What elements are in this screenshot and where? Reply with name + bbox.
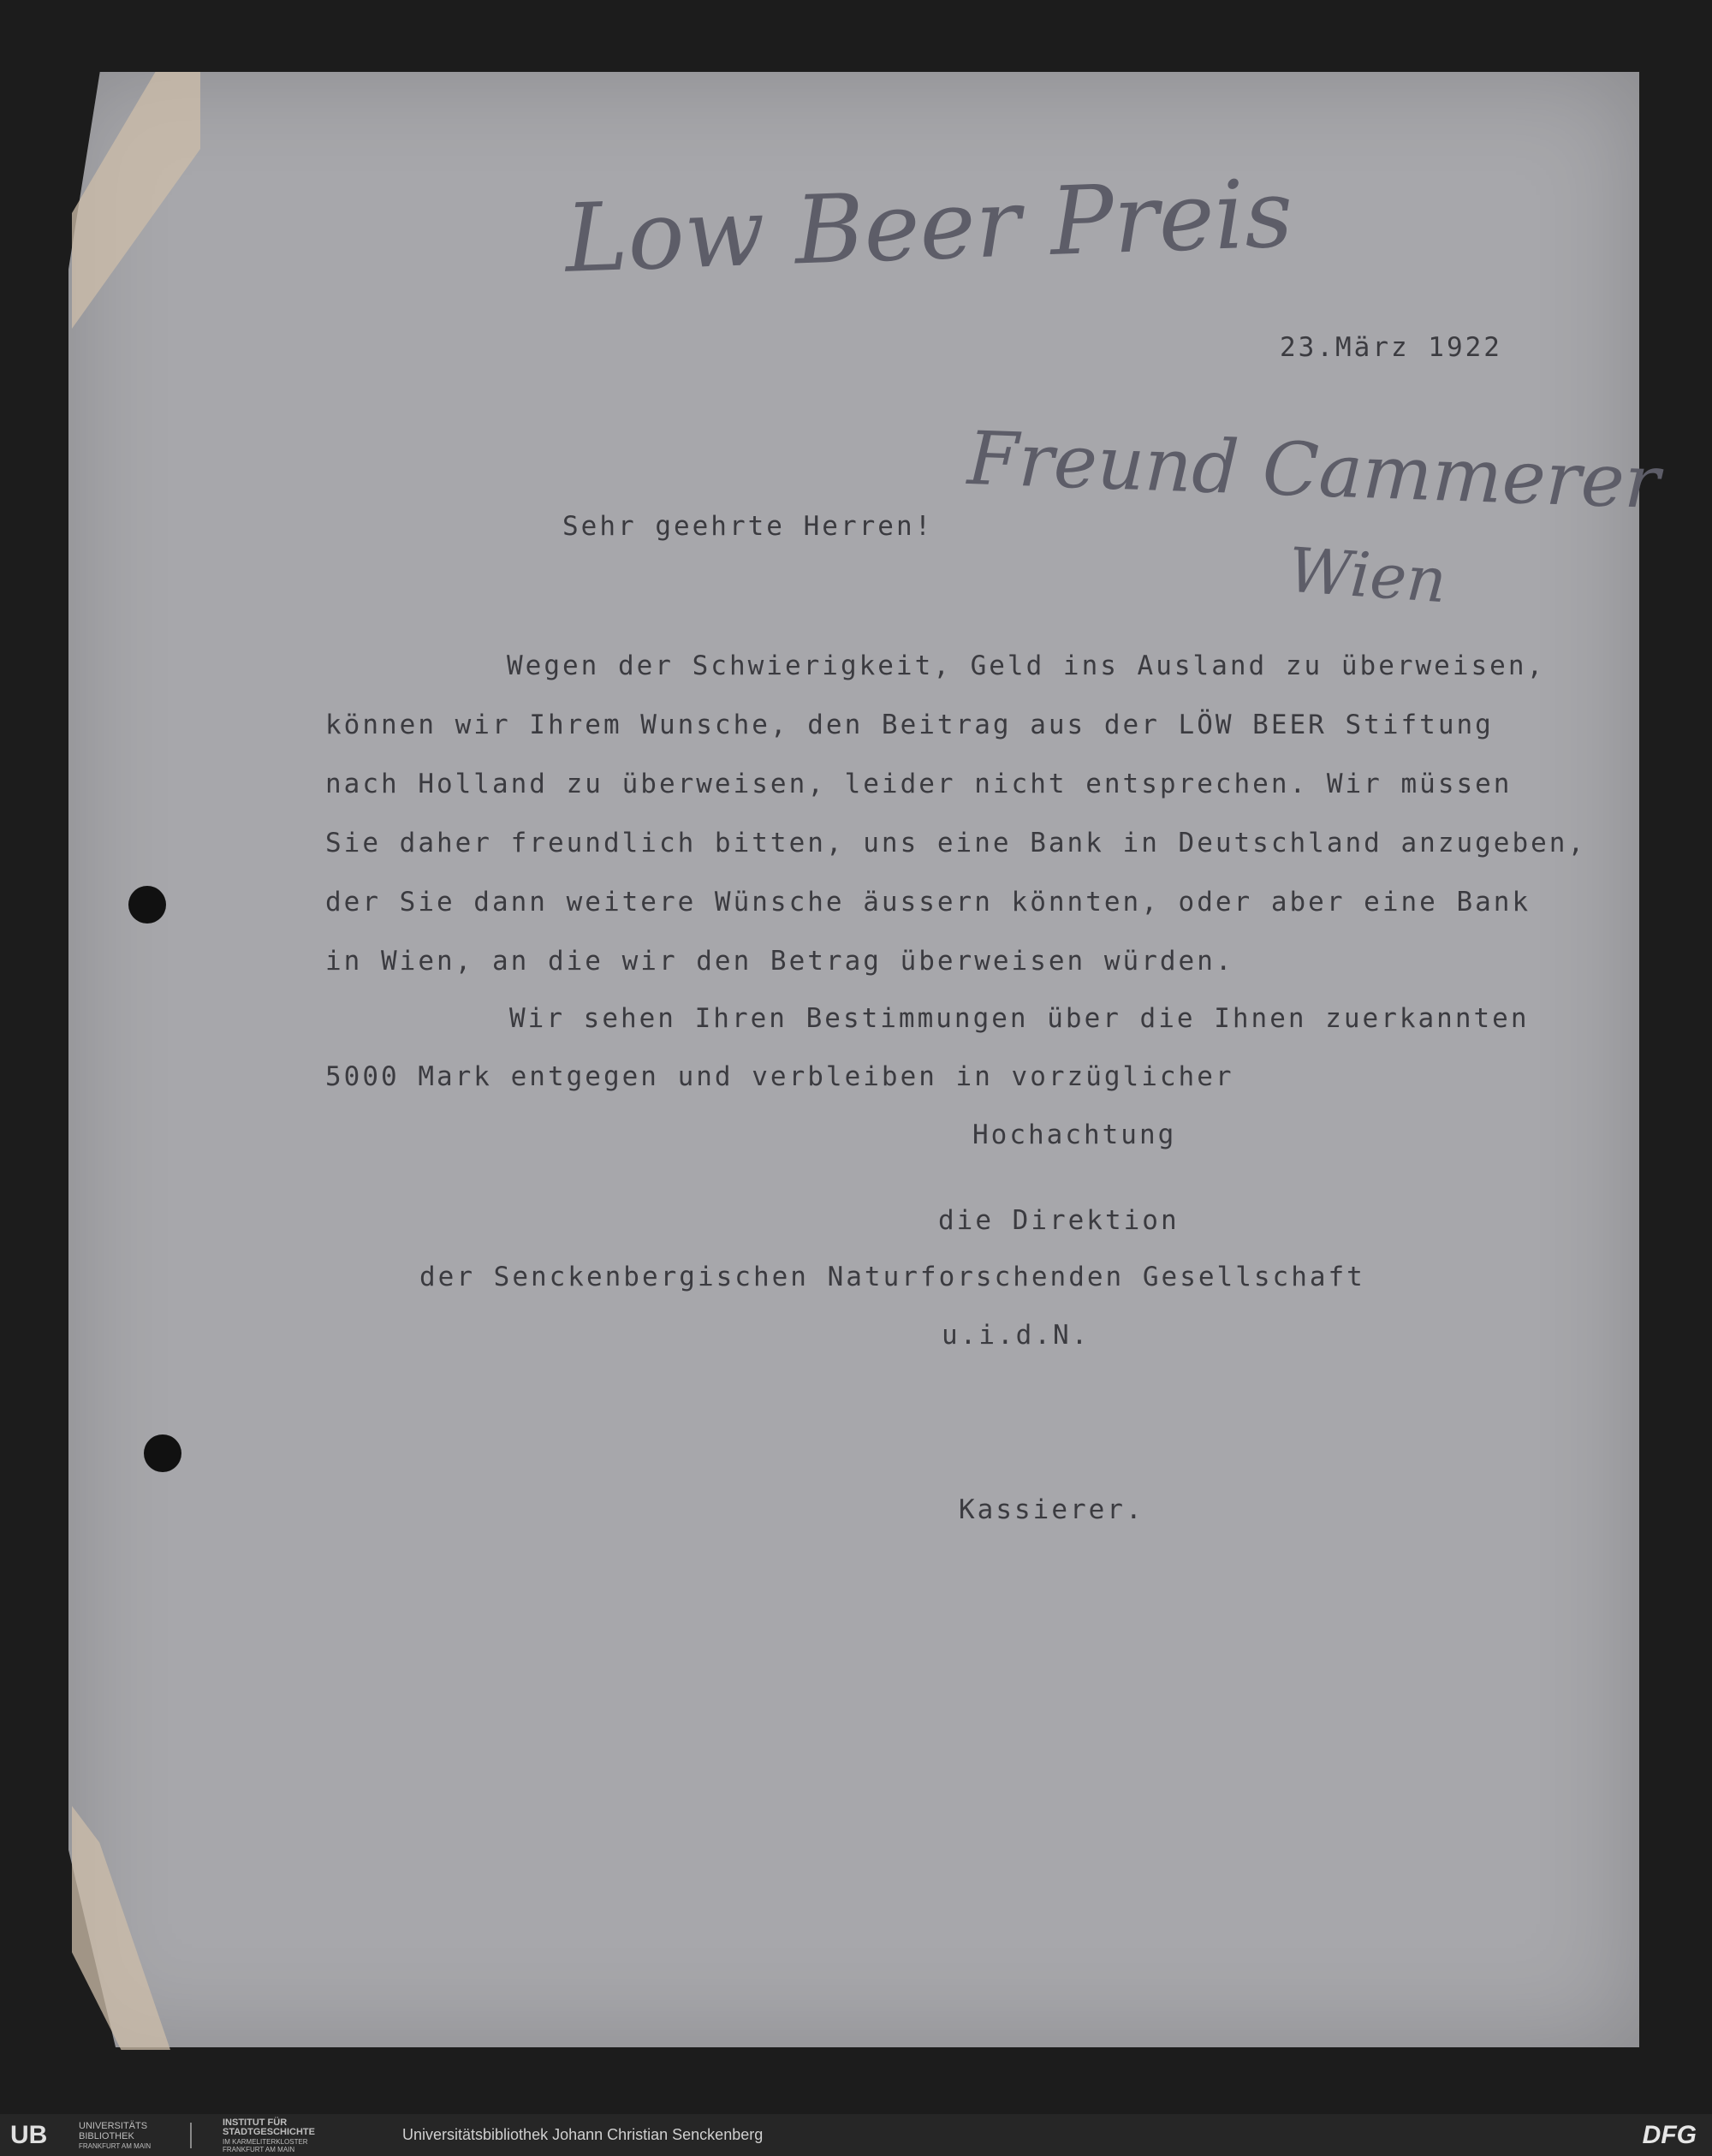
isg-text-1: INSTITUT FÜR (223, 2117, 288, 2128)
ub-text-3: FRANKFURT AM MAIN (79, 2142, 152, 2150)
ub-logo: UB (10, 2121, 48, 2149)
paper-sheet (68, 72, 1639, 2047)
isg-text-2: STADTGESCHICHTE (223, 2127, 315, 2137)
ub-text-1: UNIVERSITÄTS (79, 2121, 148, 2131)
isg-text-3: IM KARMELITERKLOSTER (223, 2138, 308, 2146)
ub-text-2: BIBLIOTHEK (79, 2131, 134, 2141)
signature-kassierer: Kassierer. (959, 1494, 1144, 1525)
body-line-1: Wegen der Schwierigkeit, Geld ins Ausland zu überweisen, (507, 650, 1546, 681)
body-line-5: der Sie dann weitere Wünsche äussern könnten, oder aber eine Bank (325, 887, 1531, 918)
salutation: Sehr geehrte Herren! (562, 511, 934, 542)
letter-date: 23.März 1922 (1280, 332, 1502, 363)
body-line-2: können wir Ihrem Wunsche, den Beitrag aus der LÖW BEER Stiftung (325, 710, 1494, 740)
body-line-4: Sie daher freundlich bitten, uns eine Bank in Deutschland anzugeben, (325, 828, 1587, 858)
body-line-3: nach Holland zu überweisen, leider nicht entsprechen. Wir müssen (325, 769, 1513, 799)
signature-uidn: u.i.d.N. (942, 1320, 1091, 1351)
signature-direktion: die Direktion (938, 1205, 1180, 1236)
isg-text-4: FRANKFURT AM MAIN (223, 2146, 295, 2153)
footer-bar (0, 2114, 1712, 2156)
closing: Hochachtung (972, 1120, 1177, 1150)
body-line-7: Wir sehen Ihren Bestimmungen über die Ihnen zuerkannten (509, 1003, 1530, 1034)
signature-society: der Senckenbergischen Naturforschenden Gesellschaft (419, 1262, 1365, 1292)
footer-caption: Universitätsbibliothek Johann Christian Senckenberg (402, 2126, 764, 2143)
handwritten-recipient: Freund Cammerer (966, 415, 1661, 526)
body-line-8: 5000 Mark entgegen und verbleiben in vorzüglicher (325, 1061, 1234, 1092)
dfg-logo: DFG (1642, 2121, 1697, 2149)
punch-hole-upper (128, 886, 166, 924)
handwritten-header: Low Beer Preis (563, 158, 1295, 294)
footer-divider (190, 2123, 192, 2148)
body-line-6: in Wien, an die wir den Betrag überweisen würden. (325, 946, 1234, 977)
handwritten-recipient-city: Wien (1286, 533, 1449, 617)
punch-hole-lower (144, 1434, 181, 1472)
